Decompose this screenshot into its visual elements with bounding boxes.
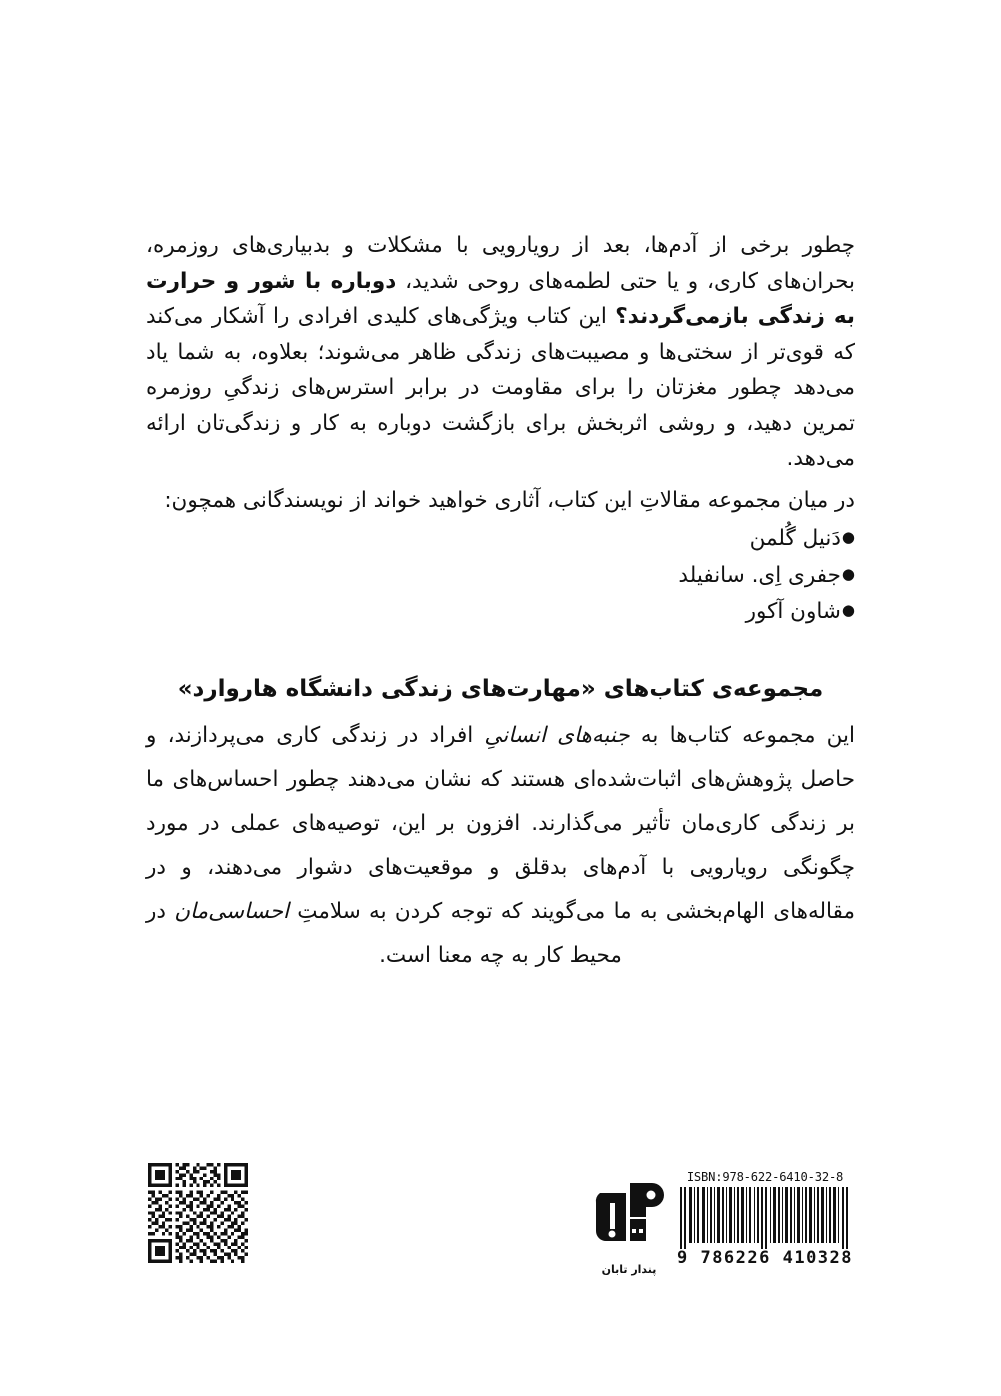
publisher-mark-icon	[594, 1179, 664, 1261]
bullet-icon: ●	[841, 601, 855, 619]
authors-lead-in: در میان مجموعه مقالاتِ این کتاب، آثاری خواهید خواند از نویسندگانی همچون:	[164, 487, 855, 513]
publisher-logo	[593, 1166, 665, 1276]
publisher-name: پندار تابان	[601, 1263, 657, 1276]
author-name: جفری اِی. سانفیلد	[678, 562, 841, 588]
blurb-content	[146, 228, 855, 978]
ean13-barcode-icon	[676, 1187, 854, 1249]
series-heading: مجموعه‌ی کتاب‌های «مهارت‌های زندگی دانشگاه هاروارد»	[177, 675, 824, 702]
list-item	[146, 593, 855, 630]
qr-code-icon	[148, 1163, 248, 1263]
author-name: دَنیل گُلمن	[749, 526, 841, 551]
bullet-icon: ●	[841, 564, 855, 583]
series-paragraph-part-3: در محیط کار به چه معنا است.	[146, 898, 622, 968]
bullet-icon: ●	[841, 528, 855, 546]
isbn-barcode-block	[676, 1169, 854, 1268]
series-paragraph-part-1: این مجموعه کتاب‌ها به	[629, 722, 855, 748]
barcode-digits: 9 786226 410328	[676, 1248, 854, 1268]
blurb-paragraph-1-tail: این کتاب ویژگی‌های کلیدی افرادی را آشکار می‌کند که قوی‌تر از سختی‌ها و مصیبت‌های زندگی ظاهر می‌شوند؛ بعلاوه، به شما یاد می‌دهد چطور مغزتان را برای مقاومت در برابر استرس‌های زندگیِ روزمره تمرین دهید، و روشی اثربخش برای بازگشت دوباره به کار و زندگی‌تان ارائه می‌دهد.	[146, 304, 855, 471]
author-list	[146, 520, 855, 630]
list-item	[146, 520, 855, 557]
author-name: شاون آکور	[745, 599, 841, 624]
series-paragraph-part-2: افراد در زندگی کاری می‌پردازند، و حاصل پژوهش‌های اثبات‌شده‌ای هستند که نشان می‌دهند چطور احساس‌های ما بر زندگی کاری‌مان تأثیر می‌گذارند. افزون بر این، توصیه‌های عملی در مورد چگونگی رویارویی با آدم‌های بدقلق و موقعیت‌های دشوار می‌دهند، و در مقاله‌های الهام‌بخشی به ما می‌گویند که توجه کردن به سلامتِ	[146, 722, 855, 924]
blurb-paragraph-1-lead: چطور برخی از آدم‌ها، بعد از رویارویی با مشکلات و بدبیاری‌های روزمره، بحران‌های کاری، و یا حتی لطمه‌های روحی شدید،	[146, 233, 855, 294]
isbn-text: ISBN:978-622-6410-32-8	[686, 1169, 844, 1184]
series-paragraph	[146, 714, 855, 978]
blurb-highlight-question: دوباره با شور و حرارت به زندگی بازمی‌گردند؟	[146, 268, 856, 329]
list-item	[146, 557, 855, 594]
series-emphasis-emotional: احساسی‌مان	[174, 898, 290, 924]
series-emphasis-human-aspects: جنبه‌های انسانیِ	[484, 722, 630, 748]
cover-footer	[0, 1146, 1001, 1396]
blurb-paragraph-1	[146, 228, 855, 477]
